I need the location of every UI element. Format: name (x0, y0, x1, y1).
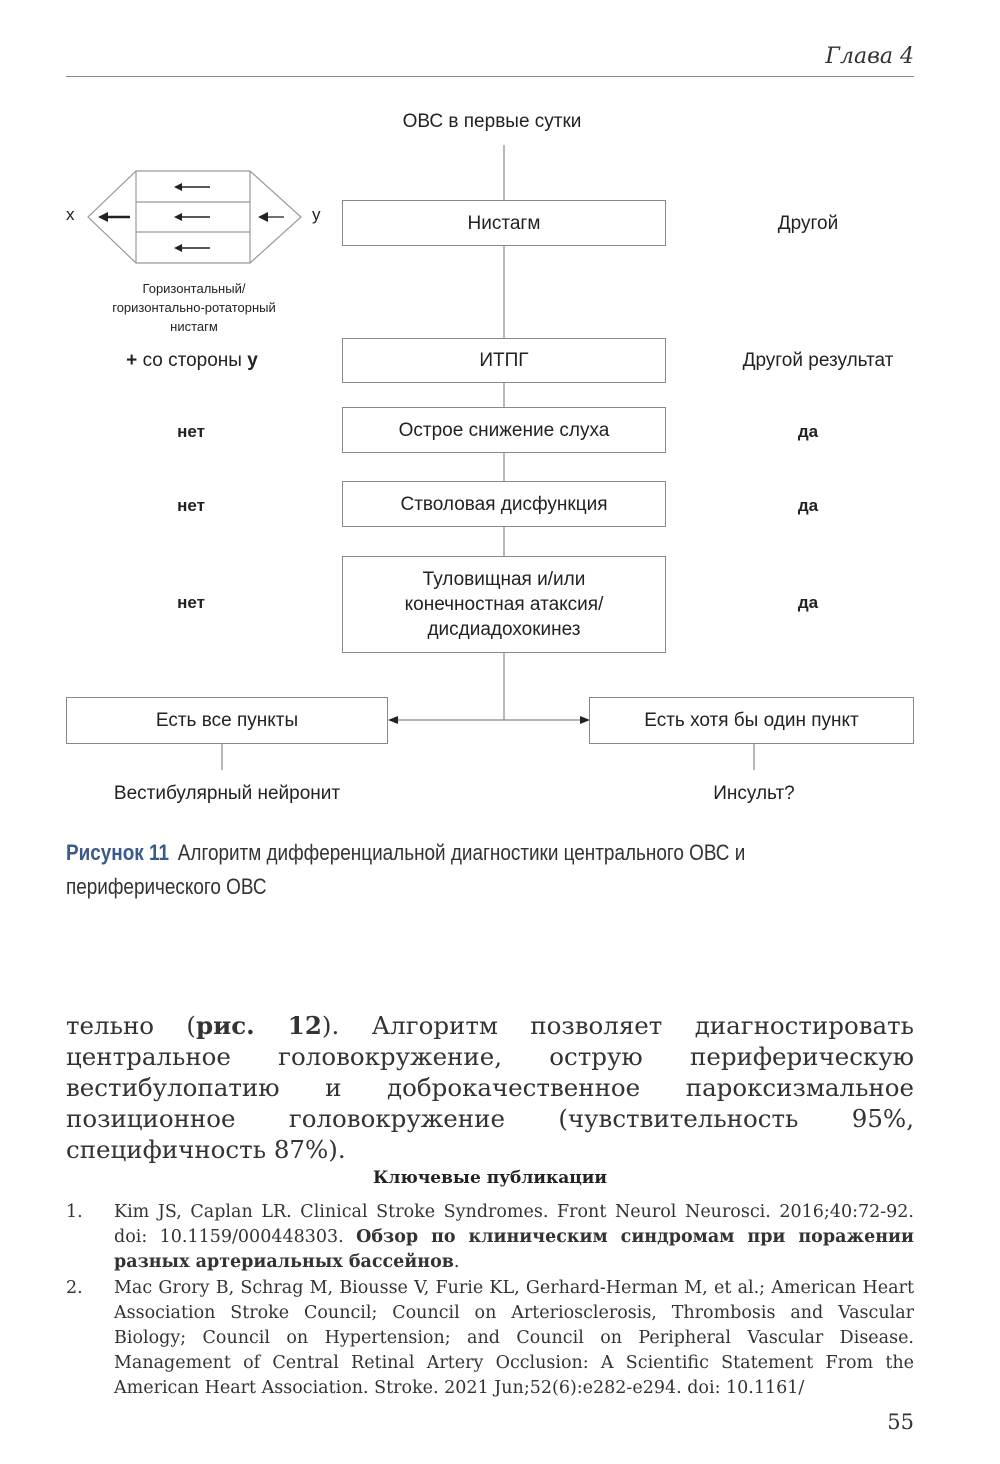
ataxia-box (342, 556, 666, 653)
reference-item (66, 1276, 914, 1401)
icon-y-label: y (312, 205, 321, 224)
body-text-part: тельно ( (66, 1011, 196, 1040)
itpg-left-label (126, 350, 258, 372)
icon-caption-line: нистагм (170, 319, 218, 334)
icon-caption-line: горизонтально-ротаторный (112, 300, 276, 315)
reference-item (66, 1200, 914, 1275)
row2-yes-label: да (797, 496, 819, 515)
row1-no-label: нет (177, 422, 205, 441)
brainstem-box: Стволовая дисфункция (342, 481, 666, 527)
nystagmus-other-label: Другой (777, 213, 839, 234)
icon-caption (112, 279, 276, 336)
reference-number: 2. (66, 1278, 83, 1298)
hearing-loss-box: Острое снижение слуха (342, 407, 666, 453)
figure-caption-text: Алгоритм дифференциальной диагностики центрального ОВС и периферического ОВС (66, 840, 746, 899)
itpg-box: ИТПГ (342, 338, 666, 383)
references-title: Ключевые публикации (372, 1168, 608, 1188)
reference-tail: . (453, 1252, 460, 1272)
arrow-left-icon (388, 716, 398, 724)
ataxia-line: дисдиадохокинез (427, 619, 581, 640)
reference-annotation: Обзор по клиническим синдромам при поражении разных артериальных бассейнов (114, 1227, 915, 1272)
page-number: 55 (887, 1410, 914, 1434)
itpg-left-text: со стороны (142, 350, 242, 371)
reference-citation: Kim JS, Caplan LR. Clinical Stroke Syndromes. Front Neurol Neurosci. 2016;40:72-92. doi: 10.1159/000448303. (114, 1202, 914, 1247)
row2-no-label: нет (177, 496, 205, 515)
figure-label: Рисунок 11 (66, 840, 170, 865)
outcome-neuronitis: Вестибулярный нейронит (113, 783, 341, 804)
body-paragraph (66, 1010, 914, 1165)
icon-caption-line: Горизонтальный/ (142, 281, 246, 296)
plus-sign: + (126, 350, 138, 371)
icon-x-label: x (66, 205, 75, 224)
row3-yes-label: да (797, 593, 819, 612)
itpg-left-bold: y (247, 350, 258, 371)
nystagmus-diagram-icon (88, 171, 301, 263)
ataxia-line: конечностная атаксия/ (404, 594, 604, 615)
chapter-header: Глава 4 (825, 44, 914, 69)
any-item-box: Есть хотя бы один пункт (589, 697, 914, 744)
reference-text (114, 1200, 914, 1275)
row3-no-label: нет (177, 593, 205, 612)
figure-reference: рис. 12 (195, 1011, 322, 1040)
body-text-part: ). Алгоритм позволяет диагностировать центральное головокружение, острую периферическую вестибулопатию и доброкачественное пароксизмальное позиционное головокружение (чувствительность 95%, специфичность 87%). (66, 1011, 914, 1164)
all-items-box: Есть все пункты (66, 697, 388, 744)
outcome-stroke: Инсульт? (713, 783, 795, 804)
top-label: ОВС в первые сутки (402, 111, 582, 132)
reference-text: Mac Grory B, Schrag M, Biousse V, Furie KL, Gerhard-Herman M, et al.; American Heart Association Stroke Council; Council on Arteriosclerosis, Thrombosis and Vascular Biology; Council on Hypertension; and Council on Peripheral Vascular Disease. Management of Central Retinal Artery Occlusion: A Scientific Statement From the American Heart Association. Stroke. 2021 Jun;52(6):e282-e294. doi: 10.1161/ (114, 1278, 914, 1398)
figure-caption (66, 836, 926, 904)
ataxia-line: Туловищная и/или (422, 569, 586, 590)
nystagmus-box: Нистагм (342, 200, 666, 246)
reference-number: 1. (66, 1202, 83, 1222)
itpg-right-label: Другой результат (742, 350, 894, 371)
row1-yes-label: да (797, 422, 819, 441)
